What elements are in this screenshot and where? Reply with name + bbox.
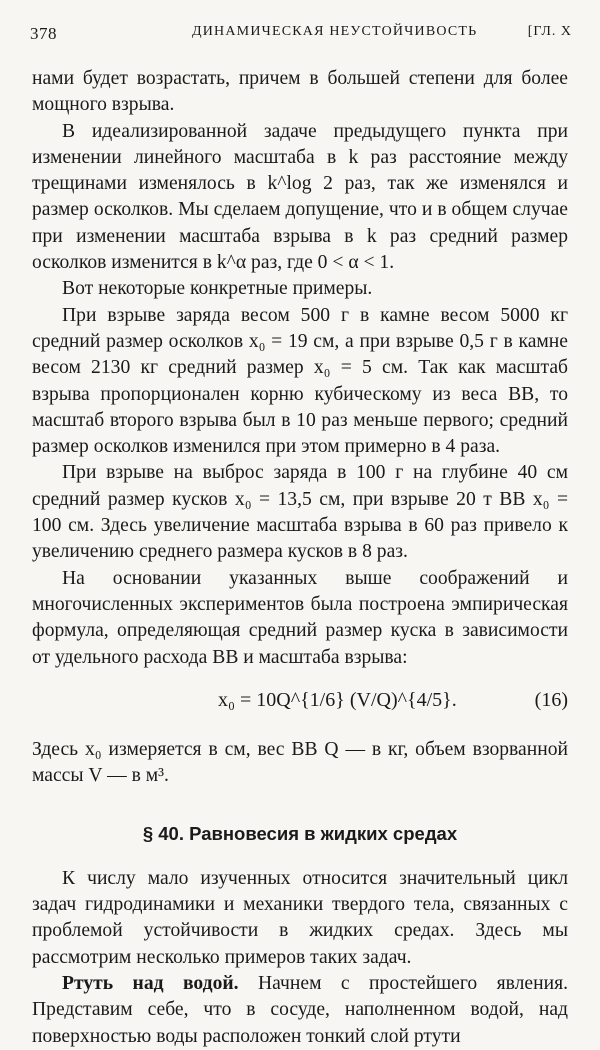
- running-header: [30, 24, 572, 48]
- paragraph: При взрыве на выброс заряда в 100 г на глубине 40 см средний размер кусков x₀ = 13,5 см, при взрыве 20 т ВВ x₀ = 100 см. Здесь увеличение масштаба взрыва в 60 раз привело к увеличению среднего размера кусков в 8 раз.: [32, 462, 568, 563]
- section-heading: § 40. Равновесия в жидких средах: [142, 823, 458, 845]
- paragraph: На основании указанных выше соображений и многочисленных экспериментов была построена эмпирическая формула, определяющая средний размер куска в зависимости от удельного расхода ВВ и масштаба взрыва:: [32, 567, 568, 668]
- paragraph: Вот некоторые конкретные примеры.: [62, 278, 373, 300]
- formula-number: (16): [534, 688, 568, 711]
- body-text: [32, 66, 568, 1050]
- paragraph-text: Начнем с простейшего явления. Представим себе, что в сосуде, наполненном водой, над поверхностью воды расположен тонкий слой ртути: [32, 972, 568, 1047]
- running-title: ДИНАМИЧЕСКАЯ НЕУСТОЙЧИВОСТЬ: [192, 24, 478, 39]
- chapter-label: [ГЛ. X: [527, 24, 572, 39]
- paragraph: При взрыве заряда весом 500 г в камне весом 5000 кг средний размер осколков x₀ = 19 см, а при взрыве 0,5 г в камне весом 2130 кг средний размер x₀ = 5 см. Так как масштаб взрыва пропорционален корню кубическому из веса ВВ, то масштаб второго взрыва был в 10 раз меньше первого; средний размер осколков изменился при этом примерно в 4 раза.: [32, 304, 568, 458]
- page-number: 378: [30, 24, 57, 43]
- paragraph: нами будет возрастать, причем в большей степени для более мощного взрыва.: [32, 68, 568, 116]
- paragraph: К числу мало изученных относится значительный цикл задач гидродинамики и механики твердого тела, связанных с проблемой устойчивости в жидких средах. Здесь мы рассмотрим несколько примеров таких задач.: [32, 867, 568, 968]
- formula-expression: x₀ = 10Q^{1/6} (V/Q)^{4/5}.: [218, 688, 457, 711]
- paragraph: В идеализированной задаче предыдущего пункта при изменении линейного масштаба в k раз расстояние между трещинами изменялось в k^log 2 раз, так же изменялся и размер осколков. Мы сделаем допущение, что и в общем случае при изменении масштаба взрыва в k раз средний размер осколков изменится в k^α раз, где 0 < α < 1.: [32, 120, 568, 274]
- run-in-heading: Ртуть над водой.: [62, 972, 239, 994]
- equation-16: [32, 675, 568, 731]
- paragraph: Здесь x₀ измеряется в см, вес ВВ Q — в кг, объем взорванной массы V — в м³.: [32, 738, 568, 787]
- paragraph-mercury: [32, 971, 568, 1050]
